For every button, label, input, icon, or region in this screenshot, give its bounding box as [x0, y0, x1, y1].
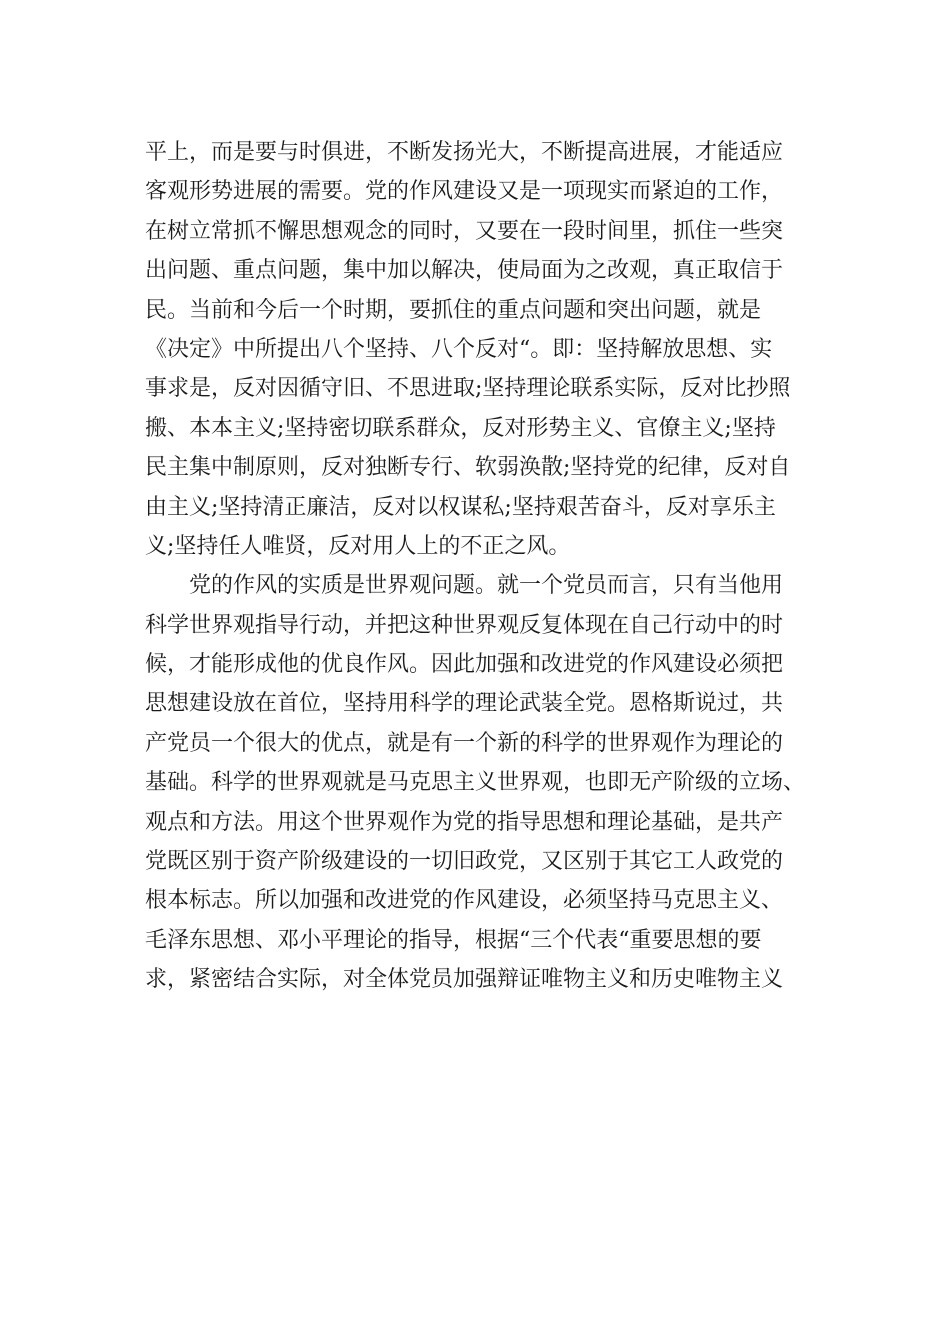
text-line: 出问题、重点问题，集中加以解决，使局面为之改观，真正取信于: [145, 258, 784, 284]
text-line: 党既区别于资产阶级建设的一切旧政党，又区别于其它工人政党的: [145, 849, 784, 875]
text-line: 观点和方法。用这个世界观作为党的指导思想和理论基础，是共产: [145, 809, 784, 835]
text-line: 科学世界观指导行动，并把这种世界观反复体现在自己行动中的时: [145, 612, 784, 638]
text-line: 产党员一个很大的优点，就是有一个新的科学的世界观作为理论的: [145, 730, 784, 756]
text-line: 基础。科学的世界观就是马克思主义世界观，也即无产阶级的立场、: [145, 770, 806, 796]
text-line: 根本标志。所以加强和改进党的作风建设，必须坚持马克思主义、: [145, 888, 784, 914]
text-line: 候，才能形成他的优良作风。因此加强和改进党的作风建设必须把: [145, 652, 784, 678]
text-line: 《决定》中所提出八个坚持、八个反对“。即：坚持解放思想、实: [145, 336, 773, 362]
text-line: 义;坚持任人唯贤，反对用人上的不正之风。: [145, 533, 571, 559]
text-line: 民。当前和今后一个时期，要抓住的重点问题和突出问题，就是: [145, 297, 762, 323]
text-line: 平上，而是要与时俱进，不断发扬光大，不断提高进展，才能适应: [145, 140, 784, 165]
text-line: 思想建设放在首位，坚持用科学的理论武装全党。恩格斯说过，共: [145, 691, 784, 717]
text-line: 客观形势进展的需要。党的作风建设又是一项现实而紧迫的工作，: [145, 179, 784, 205]
text-line: 由主义;坚持清正廉洁，反对以权谋私;坚持艰苦奋斗，反对享乐主: [145, 494, 776, 520]
body-text: [145, 133, 825, 1000]
text-line: 求，紧密结合实际，对全体党员加强辩证唯物主义和历史唯物主义: [145, 967, 784, 993]
text-line: 事求是，反对因循守旧、不思进取;坚持理论联系实际，反对比抄照: [145, 376, 791, 402]
text-line: 搬、本本主义;坚持密切联系群众，反对形势主义、官僚主义;坚持: [145, 415, 776, 441]
text-line: 民主集中制原则，反对独断专行、软弱涣散;坚持党的纪律，反对自: [145, 455, 791, 481]
paragraph-start-line: 党的作风的实质是世界观问题。就一个党员而言，只有当他用: [189, 573, 784, 599]
text-line: 在树立常抓不懈思想观念的同时，又要在一段时间里，抓住一些突: [145, 218, 784, 244]
text-line: 毛泽东思想、邓小平理论的指导，根据“三个代表“重要思想的要: [145, 927, 762, 953]
